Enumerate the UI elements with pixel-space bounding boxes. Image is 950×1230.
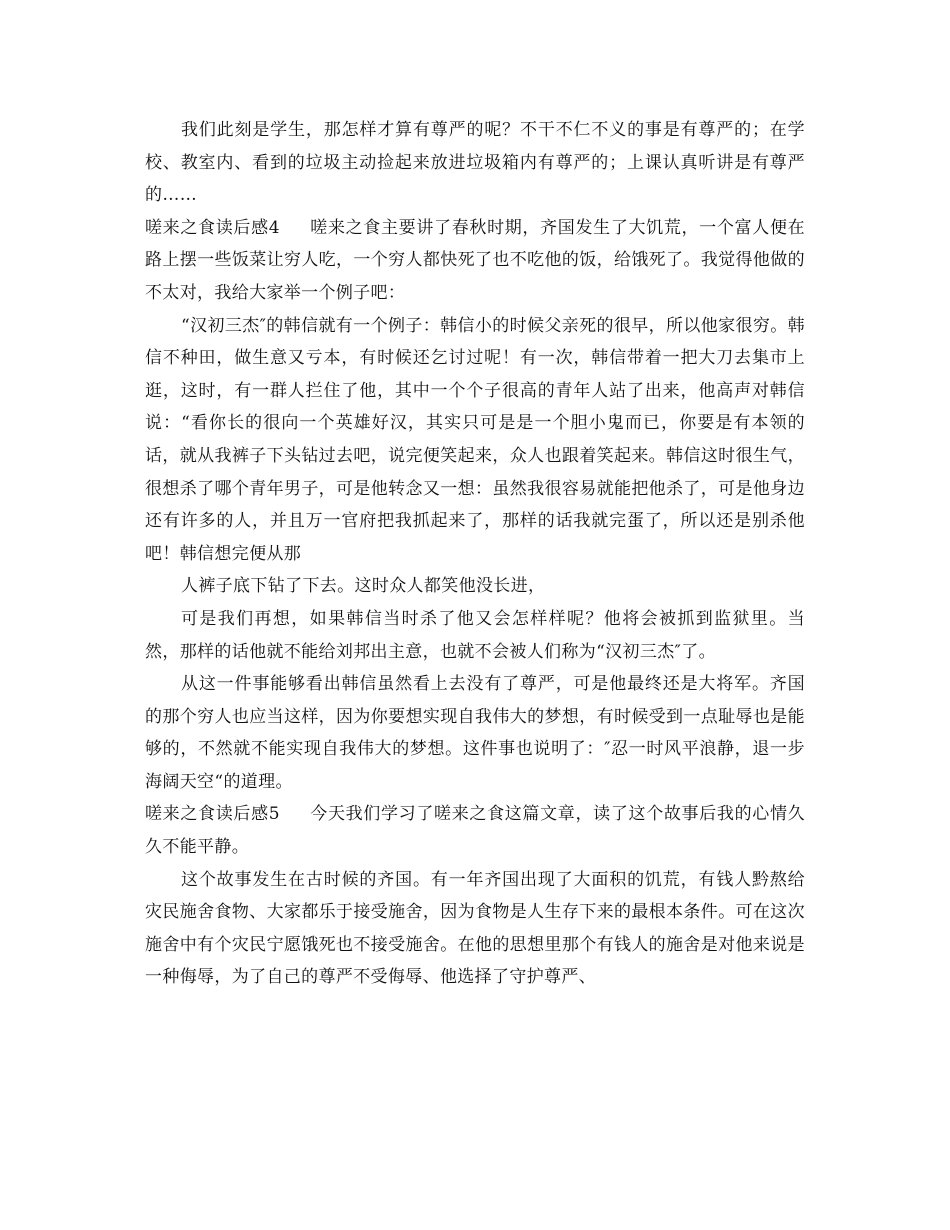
paragraph-1 xyxy=(145,114,805,212)
paragraph-6 xyxy=(145,668,805,798)
paragraph-3 xyxy=(145,310,805,571)
paragraph-6-text: 从这一件事能够看出韩信虽然看上去没有了尊严，可是他最终还是大将军。齐国的那个穷人也应当这样，因为你要想实现自我伟大的梦想，有时候受到一点耻辱也是能够的，不然就不能实现自我伟大的梦想。这件事也说明了：″忍一时风平浪静，退一步海阔天空“的道理。 xyxy=(145,674,805,792)
document-body xyxy=(145,114,805,994)
paragraph-2-text: 嗟来之食主要讲了春秋时期，齐国发生了大饥荒，一个富人便在路上摆一些饭菜让穷人吃，一个穷人都快死了也不吃他的饭，给饿死了。我觉得他做的不太对，我给大家举一个例子吧： xyxy=(145,217,805,303)
paragraph-7 xyxy=(145,798,805,863)
paragraph-7-text: 今天我们学习了嗟来之食这篇文章，读了这个故事后我的心情久久不能平静。 xyxy=(145,804,805,858)
paragraph-4 xyxy=(145,570,805,603)
paragraph-2 xyxy=(145,212,805,310)
paragraph-4-text: 人裤子底下钻了下去。这时众人都笑他没长进， xyxy=(181,576,546,597)
paragraph-3-text: “汉初三杰″的韩信就有一个例子：韩信小的时候父亲死的很早，所以他家很穷。韩信不种田，做生意又亏本，有时候还乞讨过呢！有一次，韩信带着一把大刀去集市上逛，这时，有一群人拦住了他，其中一个个子很高的青年人站了出来，他高声对韩信说：“看你长的很向一个英雄好汉，其实只可是是一个胆小鬼而已，你要是有本领的话，就从我裤子下头钻过去吧，说完便笑起来，众人也跟着笑起来。韩信这时很生气，很想杀了哪个青年男子，可是他转念又一想：虽然我很容易就能把他杀了，可是他身边还有许多的人，并且万一官府把我抓起来了，那样的话我就完蛋了，所以还是别杀他吧！韩信想完便从那 xyxy=(145,315,805,564)
section-title-4: 嗟来之食读后感4 xyxy=(145,217,280,238)
paragraph-8 xyxy=(145,864,805,994)
paragraph-8-text: 这个故事发生在古时候的齐国。有一年齐国出现了大面积的饥荒，有钱人黔熬给灾民施舍食物、大家都乐于接受施舍，因为食物是人生存下来的最根本条件。可在这次施舍中有个灾民宁愿饿死也不接受施舍。在他的思想里那个有钱人的施舍是对他来说是一种侮辱，为了自己的尊严不受侮辱、他选择了守护尊严、 xyxy=(145,869,805,988)
paragraph-5-text: 可是我们再想，如果韩信当时杀了他又会怎样样呢？他将会被抓到监狱里。当然，那样的话他就不能给刘邦出主意，也就不会被人们称为“汉初三杰″了。 xyxy=(145,608,805,662)
paragraph-1-text: 我们此刻是学生，那怎样才算有尊严的呢？不干不仁不义的事是有尊严的；在学校、教室内、看到的垃圾主动捡起来放进垃圾箱内有尊严的；上课认真听讲是有尊严的…… xyxy=(145,120,805,206)
paragraph-5 xyxy=(145,603,805,668)
section-title-5: 嗟来之食读后感5 xyxy=(145,804,280,825)
